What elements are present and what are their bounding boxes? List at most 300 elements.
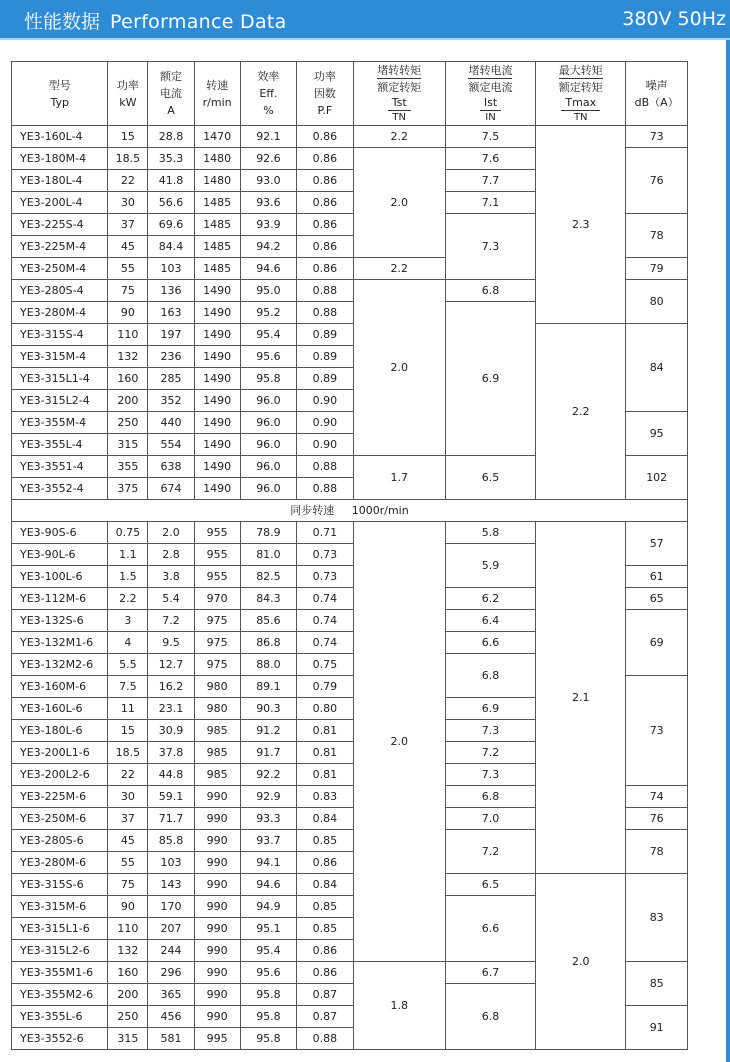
speed-cell: 975	[194, 632, 240, 654]
model-cell: YE3-90L-6	[12, 544, 108, 566]
current-cell: 69.6	[148, 214, 194, 236]
efficiency-cell: 95.4	[240, 324, 296, 346]
noise-cell: 78	[626, 214, 688, 258]
model-cell: YE3-112M-6	[12, 588, 108, 610]
power-factor-cell: 0.74	[297, 610, 353, 632]
header-text: kW	[119, 95, 137, 109]
current-cell: 143	[148, 874, 194, 896]
model-cell: YE3-355M1-6	[12, 962, 108, 984]
power-factor-cell: 0.90	[297, 434, 353, 456]
speed-cell: 1485	[194, 192, 240, 214]
speed-cell: 995	[194, 1028, 240, 1050]
speed-cell: 1490	[194, 456, 240, 478]
efficiency-cell: 91.2	[240, 720, 296, 742]
power-cell: 200	[108, 984, 148, 1006]
tmax-ratio-cell: 2.3	[536, 126, 626, 324]
power-cell: 1.5	[108, 566, 148, 588]
ist-ratio-cell: 7.7	[445, 170, 535, 192]
section-label: 同步转速 1000r/min	[12, 500, 688, 522]
speed-cell: 1490	[194, 412, 240, 434]
ist-ratio-cell: 5.8	[445, 522, 535, 544]
power-cell: 22	[108, 170, 148, 192]
model-cell: YE3-280S-6	[12, 830, 108, 852]
speed-cell: 990	[194, 940, 240, 962]
power-cell: 1.1	[108, 544, 148, 566]
ist-ratio-cell: 6.8	[445, 654, 535, 698]
efficiency-cell: 78.9	[240, 522, 296, 544]
tst-ratio-cell: 1.8	[353, 962, 445, 1050]
tmax-ratio-cell: 2.1	[536, 522, 626, 874]
power-factor-cell: 0.84	[297, 808, 353, 830]
current-cell: 244	[148, 940, 194, 962]
efficiency-cell: 81.0	[240, 544, 296, 566]
power-factor-cell: 0.86	[297, 170, 353, 192]
efficiency-cell: 92.2	[240, 764, 296, 786]
speed-cell: 990	[194, 896, 240, 918]
speed-cell: 990	[194, 830, 240, 852]
noise-cell: 76	[626, 148, 688, 214]
model-cell: YE3-250M-4	[12, 258, 108, 280]
model-cell: YE3-225M-4	[12, 236, 108, 258]
power-cell: 315	[108, 1028, 148, 1050]
efficiency-cell: 94.9	[240, 896, 296, 918]
current-cell: 285	[148, 368, 194, 390]
current-cell: 163	[148, 302, 194, 324]
efficiency-cell: 96.0	[240, 434, 296, 456]
ist-ratio-cell: 6.4	[445, 610, 535, 632]
title-cn: 性能数据	[24, 11, 101, 33]
power-factor-cell: 0.73	[297, 544, 353, 566]
efficiency-cell: 93.9	[240, 214, 296, 236]
power-cell: 110	[108, 918, 148, 940]
header-text: 额定转矩	[558, 81, 603, 94]
ist-ratio-cell: 6.8	[445, 280, 535, 302]
efficiency-cell: 93.3	[240, 808, 296, 830]
ist-ratio-cell: 6.2	[445, 588, 535, 610]
efficiency-cell: 95.6	[240, 346, 296, 368]
ist-ratio-cell: 7.3	[445, 720, 535, 742]
efficiency-cell: 89.1	[240, 676, 296, 698]
header-text: 额定电流	[468, 81, 513, 94]
model-cell: YE3-180M-4	[12, 148, 108, 170]
current-cell: 638	[148, 456, 194, 478]
fraction-numerator: Tmax	[561, 96, 600, 111]
model-cell: YE3-132M1-6	[12, 632, 108, 654]
efficiency-cell: 96.0	[240, 390, 296, 412]
power-cell: 55	[108, 258, 148, 280]
power-factor-cell: 0.86	[297, 258, 353, 280]
ist-ratio-cell: 6.5	[445, 456, 535, 500]
model-cell: YE3-315L1-6	[12, 918, 108, 940]
power-cell: 250	[108, 412, 148, 434]
current-cell: 103	[148, 258, 194, 280]
ist-ratio-cell: 7.0	[445, 808, 535, 830]
power-cell: 250	[108, 1006, 148, 1028]
current-cell: 207	[148, 918, 194, 940]
power-factor-cell: 0.88	[297, 478, 353, 500]
power-cell: 132	[108, 346, 148, 368]
speed-cell: 1490	[194, 302, 240, 324]
noise-cell: 102	[626, 456, 688, 500]
current-cell: 30.9	[148, 720, 194, 742]
efficiency-cell: 95.8	[240, 984, 296, 1006]
ist-ratio-cell: 6.8	[445, 786, 535, 808]
power-factor-cell: 0.88	[297, 1028, 353, 1050]
efficiency-cell: 95.8	[240, 368, 296, 390]
power-factor-cell: 0.89	[297, 324, 353, 346]
current-cell: 103	[148, 852, 194, 874]
power-cell: 22	[108, 764, 148, 786]
table-row	[12, 126, 688, 148]
power-factor-cell: 0.81	[297, 742, 353, 764]
speed-cell: 990	[194, 984, 240, 1006]
ist-ratio-cell: 7.1	[445, 192, 535, 214]
speed-cell: 955	[194, 544, 240, 566]
speed-cell: 1485	[194, 236, 240, 258]
power-cell: 11	[108, 698, 148, 720]
power-factor-cell: 0.86	[297, 940, 353, 962]
header-text: Eff.	[259, 87, 278, 100]
efficiency-cell: 94.2	[240, 236, 296, 258]
noise-cell: 95	[626, 412, 688, 456]
efficiency-cell: 94.6	[240, 874, 296, 896]
power-cell: 75	[108, 874, 148, 896]
power-cell: 7.5	[108, 676, 148, 698]
model-cell: YE3-200L1-6	[12, 742, 108, 764]
ist-ratio-cell: 7.6	[445, 148, 535, 170]
ist-ratio-cell: 7.3	[445, 764, 535, 786]
noise-cell: 91	[626, 1006, 688, 1050]
power-factor-cell: 0.85	[297, 830, 353, 852]
power-factor-cell: 0.88	[297, 456, 353, 478]
page-title	[24, 7, 287, 34]
current-cell: 5.4	[148, 588, 194, 610]
current-cell: 170	[148, 896, 194, 918]
current-cell: 85.8	[148, 830, 194, 852]
power-factor-cell: 0.90	[297, 412, 353, 434]
current-cell: 41.8	[148, 170, 194, 192]
current-cell: 352	[148, 390, 194, 412]
current-cell: 3.8	[148, 566, 194, 588]
speed-cell: 1490	[194, 368, 240, 390]
current-cell: 16.2	[148, 676, 194, 698]
power-factor-cell: 0.84	[297, 874, 353, 896]
speed-cell: 990	[194, 808, 240, 830]
efficiency-cell: 95.8	[240, 1028, 296, 1050]
speed-cell: 955	[194, 522, 240, 544]
header-text: 效率	[257, 70, 280, 83]
efficiency-cell: 96.0	[240, 478, 296, 500]
noise-cell: 83	[626, 874, 688, 962]
power-cell: 15	[108, 720, 148, 742]
header-text: 堵转转矩	[377, 64, 422, 77]
tst-ratio-cell: 2.2	[353, 126, 445, 148]
model-cell: YE3-90S-6	[12, 522, 108, 544]
efficiency-cell: 95.6	[240, 962, 296, 984]
speed-cell: 980	[194, 676, 240, 698]
speed-cell: 975	[194, 610, 240, 632]
model-cell: YE3-315L1-4	[12, 368, 108, 390]
power-factor-cell: 0.88	[297, 302, 353, 324]
speed-cell: 955	[194, 566, 240, 588]
power-factor-cell: 0.86	[297, 214, 353, 236]
speed-cell: 1490	[194, 346, 240, 368]
noise-cell: 79	[626, 258, 688, 280]
power-factor-cell: 0.86	[297, 852, 353, 874]
speed-cell: 990	[194, 786, 240, 808]
current-cell: 44.8	[148, 764, 194, 786]
model-cell: YE3-132S-6	[12, 610, 108, 632]
model-cell: YE3-355L-4	[12, 434, 108, 456]
power-factor-cell: 0.79	[297, 676, 353, 698]
power-cell: 18.5	[108, 148, 148, 170]
power-cell: 3	[108, 610, 148, 632]
performance-table	[11, 61, 688, 1050]
noise-cell: 73	[626, 126, 688, 148]
power-factor-cell: 0.83	[297, 786, 353, 808]
current-cell: 84.4	[148, 236, 194, 258]
fraction-denominator: TN	[573, 112, 588, 123]
efficiency-cell: 93.0	[240, 170, 296, 192]
voltage-label: 380V 50Hz	[622, 8, 726, 30]
power-factor-cell: 0.87	[297, 1006, 353, 1028]
power-factor-cell: 0.75	[297, 654, 353, 676]
power-cell: 45	[108, 830, 148, 852]
current-cell: 71.7	[148, 808, 194, 830]
header-text: 转速	[206, 78, 229, 92]
header-text: 电流	[160, 87, 182, 100]
header-text: 最大转矩	[558, 64, 603, 77]
header-text: 功率	[313, 70, 336, 83]
noise-cell: 57	[626, 522, 688, 566]
power-factor-cell: 0.86	[297, 236, 353, 258]
speed-cell: 985	[194, 720, 240, 742]
speed-cell: 1480	[194, 170, 240, 192]
speed-cell: 975	[194, 654, 240, 676]
model-cell: YE3-315S-4	[12, 324, 108, 346]
speed-cell: 990	[194, 1006, 240, 1028]
header-power	[108, 62, 148, 126]
power-cell: 18.5	[108, 742, 148, 764]
model-cell: YE3-180L-4	[12, 170, 108, 192]
power-cell: 355	[108, 456, 148, 478]
efficiency-cell: 95.1	[240, 918, 296, 940]
efficiency-cell: 86.8	[240, 632, 296, 654]
power-cell: 0.75	[108, 522, 148, 544]
power-cell: 4	[108, 632, 148, 654]
speed-cell: 1490	[194, 478, 240, 500]
efficiency-cell: 93.6	[240, 192, 296, 214]
current-cell: 12.7	[148, 654, 194, 676]
power-cell: 90	[108, 302, 148, 324]
current-cell: 7.2	[148, 610, 194, 632]
power-cell: 45	[108, 236, 148, 258]
header-text: Typ	[50, 95, 69, 109]
current-cell: 9.5	[148, 632, 194, 654]
tmax-fraction	[561, 96, 600, 125]
efficiency-cell: 95.4	[240, 940, 296, 962]
power-cell: 315	[108, 434, 148, 456]
current-cell: 2.0	[148, 522, 194, 544]
fraction-denominator: TN	[392, 112, 406, 123]
ist-ratio-cell: 7.2	[445, 830, 535, 874]
table-row	[12, 522, 688, 544]
speed-cell: 1480	[194, 148, 240, 170]
current-cell: 674	[148, 478, 194, 500]
right-edge-stripe	[726, 40, 730, 1062]
speed-cell: 990	[194, 852, 240, 874]
power-cell: 5.5	[108, 654, 148, 676]
power-factor-cell: 0.74	[297, 588, 353, 610]
ist-ratio-cell: 6.9	[445, 302, 535, 456]
speed-cell: 980	[194, 698, 240, 720]
noise-cell: 69	[626, 610, 688, 676]
speed-cell: 990	[194, 874, 240, 896]
table-row	[12, 874, 688, 896]
current-cell: 35.3	[148, 148, 194, 170]
header-ist-ratio	[445, 62, 535, 126]
power-factor-cell: 0.89	[297, 346, 353, 368]
model-cell: YE3-355L-6	[12, 1006, 108, 1028]
model-cell: YE3-355M-4	[12, 412, 108, 434]
power-cell: 55	[108, 852, 148, 874]
power-factor-cell: 0.86	[297, 148, 353, 170]
ist-ratio-cell: 6.8	[445, 984, 535, 1050]
power-cell: 2.2	[108, 588, 148, 610]
current-cell: 296	[148, 962, 194, 984]
fraction-denominator: IN	[485, 112, 496, 123]
model-cell: YE3-160L-4	[12, 126, 108, 148]
header-text: 型号	[48, 78, 71, 92]
model-cell: YE3-315L2-6	[12, 940, 108, 962]
speed-cell: 985	[194, 742, 240, 764]
model-cell: YE3-315L2-4	[12, 390, 108, 412]
current-cell: 581	[148, 1028, 194, 1050]
power-cell: 110	[108, 324, 148, 346]
header-text: 噪声	[645, 78, 668, 92]
power-factor-cell: 0.81	[297, 764, 353, 786]
noise-cell: 73	[626, 676, 688, 786]
current-cell: 37.8	[148, 742, 194, 764]
speed-cell: 970	[194, 588, 240, 610]
model-cell: YE3-225M-6	[12, 786, 108, 808]
tmax-ratio-cell: 2.0	[536, 874, 626, 1050]
header-current	[148, 62, 194, 126]
current-cell: 236	[148, 346, 194, 368]
power-factor-cell: 0.86	[297, 192, 353, 214]
model-cell: YE3-200L2-6	[12, 764, 108, 786]
power-cell: 160	[108, 962, 148, 984]
header-model	[12, 62, 108, 126]
efficiency-cell: 93.7	[240, 830, 296, 852]
ist-ratio-cell: 5.9	[445, 544, 535, 588]
speed-cell: 990	[194, 918, 240, 940]
current-cell: 136	[148, 280, 194, 302]
header-text: A	[167, 104, 175, 117]
model-cell: YE3-315S-6	[12, 874, 108, 896]
model-cell: YE3-315M-6	[12, 896, 108, 918]
power-factor-cell: 0.85	[297, 918, 353, 940]
header-text: 堵转电流	[468, 64, 513, 77]
power-factor-cell: 0.73	[297, 566, 353, 588]
fraction-numerator: Tst	[388, 96, 411, 111]
current-cell: 59.1	[148, 786, 194, 808]
model-cell: YE3-280M-4	[12, 302, 108, 324]
noise-cell: 84	[626, 324, 688, 412]
current-cell: 197	[148, 324, 194, 346]
current-cell: 28.8	[148, 126, 194, 148]
power-cell: 132	[108, 940, 148, 962]
ist-ratio-cell: 7.2	[445, 742, 535, 764]
efficiency-cell: 94.6	[240, 258, 296, 280]
efficiency-cell: 82.5	[240, 566, 296, 588]
header-text: P.F	[317, 104, 333, 117]
fraction-numerator: Ist	[480, 96, 501, 111]
power-factor-cell: 0.88	[297, 280, 353, 302]
model-cell: YE3-3552-4	[12, 478, 108, 500]
tmax-ratio-cell: 2.2	[536, 324, 626, 500]
header-text: 额定转矩	[377, 81, 422, 94]
efficiency-cell: 95.0	[240, 280, 296, 302]
header-noise	[626, 62, 688, 126]
efficiency-cell: 84.3	[240, 588, 296, 610]
current-cell: 23.1	[148, 698, 194, 720]
ist-fraction	[480, 96, 501, 125]
speed-cell: 1490	[194, 280, 240, 302]
power-cell: 37	[108, 808, 148, 830]
speed-cell: 1485	[194, 258, 240, 280]
efficiency-cell: 95.2	[240, 302, 296, 324]
noise-cell: 65	[626, 588, 688, 610]
model-cell: YE3-160M-6	[12, 676, 108, 698]
tst-ratio-cell: 2.0	[353, 280, 445, 456]
efficiency-cell: 88.0	[240, 654, 296, 676]
power-factor-cell: 0.89	[297, 368, 353, 390]
header-text: 额定	[160, 70, 182, 83]
power-factor-cell: 0.86	[297, 126, 353, 148]
tst-ratio-cell: 1.7	[353, 456, 445, 500]
speed-cell: 1490	[194, 324, 240, 346]
model-cell: YE3-280S-4	[12, 280, 108, 302]
efficiency-cell: 96.0	[240, 456, 296, 478]
ist-ratio-cell: 6.5	[445, 874, 535, 896]
noise-cell: 80	[626, 280, 688, 324]
tst-ratio-cell: 2.0	[353, 148, 445, 258]
tst-ratio-cell: 2.0	[353, 522, 445, 962]
model-cell: YE3-3551-4	[12, 456, 108, 478]
speed-cell: 1470	[194, 126, 240, 148]
power-factor-cell: 0.86	[297, 962, 353, 984]
power-cell: 15	[108, 126, 148, 148]
power-cell: 75	[108, 280, 148, 302]
noise-cell: 76	[626, 808, 688, 830]
table-row	[12, 324, 688, 346]
tst-fraction	[388, 96, 411, 125]
header-banner	[0, 0, 730, 40]
efficiency-cell: 94.1	[240, 852, 296, 874]
speed-cell: 985	[194, 764, 240, 786]
power-cell: 90	[108, 896, 148, 918]
ist-ratio-cell: 7.5	[445, 126, 535, 148]
power-factor-cell: 0.81	[297, 720, 353, 742]
ist-ratio-cell: 6.7	[445, 962, 535, 984]
current-cell: 2.8	[148, 544, 194, 566]
model-cell: YE3-315M-4	[12, 346, 108, 368]
power-cell: 375	[108, 478, 148, 500]
power-cell: 30	[108, 786, 148, 808]
efficiency-cell: 96.0	[240, 412, 296, 434]
header-efficiency	[240, 62, 296, 126]
